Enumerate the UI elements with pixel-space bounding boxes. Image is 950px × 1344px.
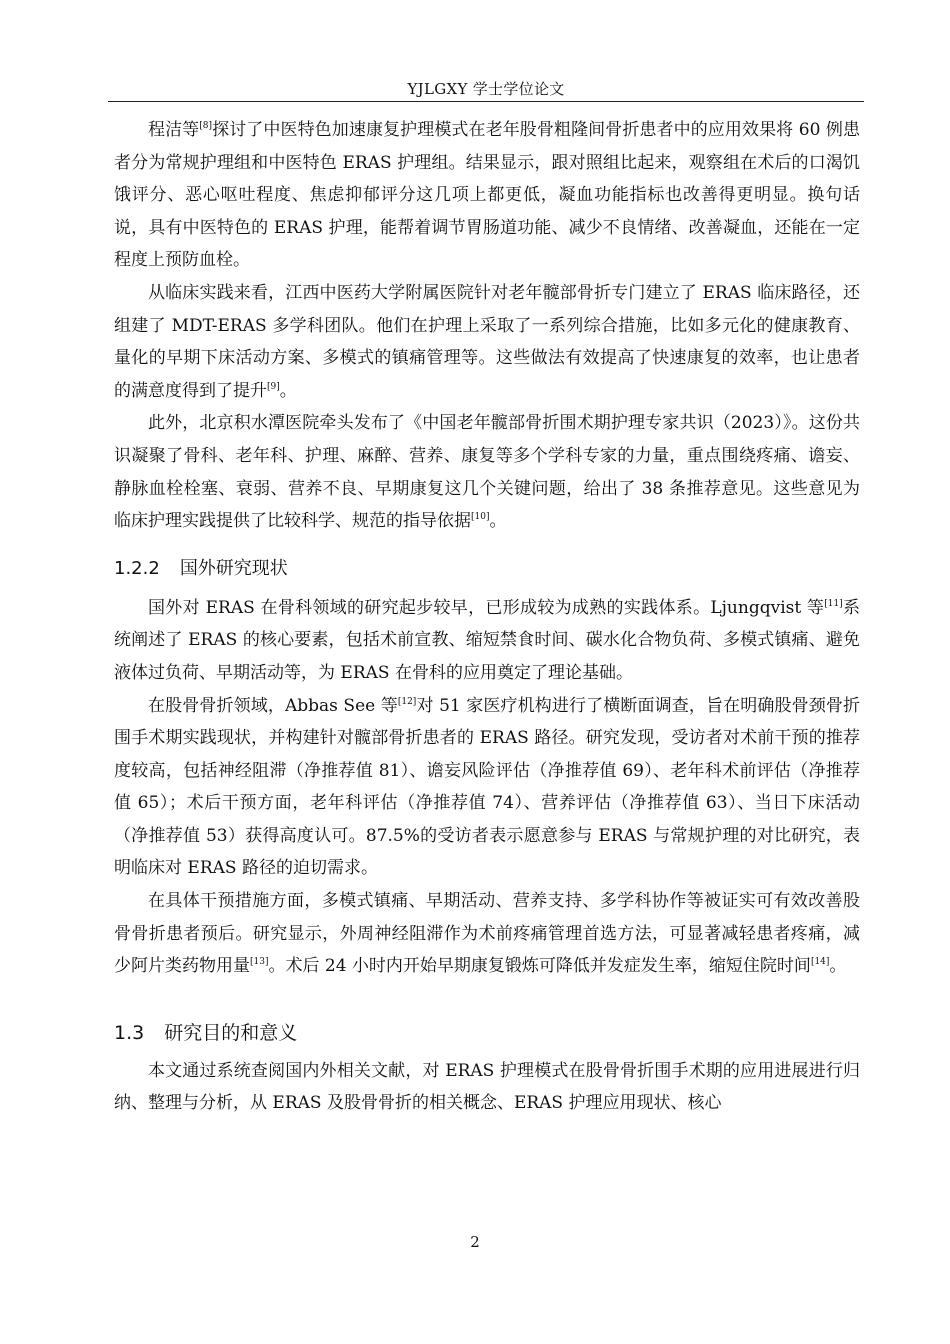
paragraph-foreign-research: 国外对 ERAS 在骨科领域的研究起步较早，已形成较为成熟的实践体系。Ljungqvist 等[11]系统阐述了 ERAS 的核心要素，包括术前宣教、缩短禁食时间、碳水化合物负荷、多模式镇痛、避免液体过负荷、早期活动等，为 ERAS 在骨科的应用奠定了理论基础。 <box>114 597 860 683</box>
section-title: 研究目的和意义 <box>164 1021 298 1044</box>
citation-14: [14] <box>810 957 830 968</box>
citation-8: [8] <box>199 121 213 131</box>
section-number: 1.3 <box>114 1021 145 1044</box>
section-title: 国外研究现状 <box>179 557 288 579</box>
paragraph-interventions: 在具体干预措施方面，多模式镇痛、早期活动、营养支持、多学科协作等被证实可有效改善股骨骨折患者预后。研究显示，外周神经阻滞作为术前疼痛管理首选方法，可显著减轻患者疼痛，减少阿片类药物用量[13]。术后 24 小时内开始早期康复锻炼可降低并发症发生率，缩短住院时间[14]。 <box>114 891 860 977</box>
citation-9: [9] <box>267 381 280 392</box>
section-heading-1-2-2 <box>114 552 860 586</box>
paragraph-abbas-survey: 在股骨骨折领域，Abbas See 等[12]对 51 家医疗机构进行了横断面调查，旨在明确股骨颈骨折围手术期实践现状，并构建针对髋部骨折患者的 ERAS 路径。研究发现，受访者对术前干预的推荐度较高，包括神经阻滞（净推荐值 81）、谵妄风险评估（净推荐值 69）、老年科术前评估（净推荐值 65）；术后干预方面，老年科评估（净推荐值 74）、营养评估（净推荐值 63）、当日下床活动（净推荐值 53）获得高度认可。87.5%的受访者表示愿意参与 ERAS 与常规护理的对比研究，表明临床对 ERAS 路径的迫切需求。 <box>114 695 860 879</box>
paragraph-cheng-jie: 程洁等[8]探讨了中医特色加速康复护理模式在老年股骨粗隆间骨折患者中的应用效果将 60 例患者分为常规护理组和中医特色 ERAS 护理组。结果显示，跟对照组比起来，观察组在术后的口渴饥饿评分、恶心呕吐程度、焦虑抑郁评分这几项上都更低，凝血功能指标也改善得更明显。换句话说，具有中医特色的 ERAS 护理，能帮着调节胃肠道功能、减少不良情绪、改善凝血，还能在一定程度上预防血栓。 <box>114 120 860 271</box>
paragraph-jiangxi-practice: 从临床实践来看，江西中医药大学附属医院针对老年髋部骨折专门建立了 ERAS 临床路径，还组建了 MDT-ERAS 多学科团队。他们在护理上采取了一系列综合措施，比如多元化的健康教育、量化的早期下床活动方案、多模式的镇痛管理等。这些做法有效提高了快速康复的效率，也让患者的满意度得到了提升[9]。 <box>114 282 860 401</box>
section-number: 1.2.2 <box>114 557 160 579</box>
page-number: 2 <box>470 1233 480 1251</box>
citation-11: [11] <box>824 598 843 609</box>
running-header: YJLGXY 学士学位论文 <box>407 80 565 98</box>
header-divider <box>108 101 864 102</box>
citation-10: [10] <box>471 512 490 523</box>
paragraph-purpose: 本文通过系统查阅国内外相关文献，对 ERAS 护理模式在股骨骨折围手术期的应用进展进行归纳、整理与分析，从 ERAS 及股骨骨折的相关概念、ERAS 护理应用现状、核心 <box>114 1060 860 1114</box>
section-heading-1-3 <box>114 1015 860 1051</box>
body-text <box>114 114 860 1120</box>
paragraph-expert-consensus: 此外，北京积水潭医院牵头发布了《中国老年髋部骨折围术期护理专家共识（2023）》。这份共识凝聚了骨科、老年科、护理、麻醉、营养、康复等多个学科专家的力量，重点围绕疼痛、谵妄、静脉血栓栓塞、衰弱、营养不良、早期康复这几个关键问题，给出了 38 条推荐意见。这些意见为临床护理实践提供了比较科学、规范的指导依据[10]。 <box>114 413 860 532</box>
citation-13: [13] <box>250 957 269 968</box>
citation-12: [12] <box>397 696 417 707</box>
